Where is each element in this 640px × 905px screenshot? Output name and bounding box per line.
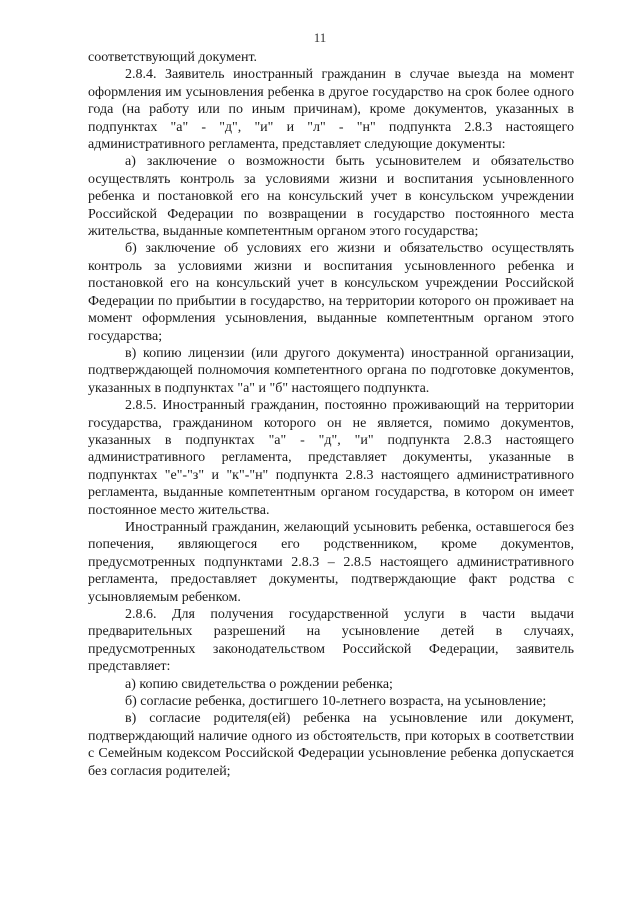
paragraph-2-8-6-item-a: а) копию свидетельства о рождении ребенка; — [125, 676, 393, 692]
paragraph-item-a: а) заключение о возможности быть усыновителем и обязательство осуществлять контроль за условиями жизни и воспитания усыновленного ребенка и постановкой его на консульский учет в консульском учреждении Российской Федерации по возвращении в государство постоянного места жительства, выданные компетентным органом этого государства; — [88, 154, 574, 240]
paragraph-2-8-6-item-v: в) согласие родителя(ей) ребенка на усыновление или документ, подтверждающий наличие одного из обстоятельств, при которых в соответствии с Семейным кодексом Российской Федерации усыновление ребенка допускается без согласия родителей; — [88, 711, 574, 779]
paragraph-item-v: в) копию лицензии (или другого документа) иностранной организации, подтверждающей полномочия компетентного органа по подготовке документов, указанных в подпунктах "а" и "б" настоящего подпункта. — [88, 345, 574, 396]
paragraph-2-8-4: 2.8.4. Заявитель иностранный гражданин в случае выезда на момент оформления им усыновления ребенка в другое государство на срок более одного года (на работу или по иным причинам), кроме документов, указанных в подпунктах "а" - "д", "и" и "л" - "н" подпункта 2.8.3 настоящего административного регламента, представляет следующие документы: — [88, 67, 574, 153]
document-body — [88, 49, 574, 780]
paragraph-continuation: соответствующий документ. — [88, 50, 258, 65]
page-number: 11 — [313, 30, 327, 45]
paragraph-2-8-6-item-b: б) согласие ребенка, достигшего 10-летнего возраста, на усыновление; — [125, 694, 547, 710]
paragraph-2-8-6: 2.8.6. Для получения государственной услуги в части выдачи предварительных разрешений на усыновление детей в случаях, предусмотренных законодательством Российской Федерации, заявитель представляет: — [88, 607, 574, 675]
paragraph-2-8-5: 2.8.5. Иностранный гражданин, постоянно проживающий на территории государства, гражданином которого он не является, помимо документов, указанных в подпунктах "а" - "д", "и" подпункта 2.8.3 настоящего административного регламента, представляет документы, указанные в подпунктах "е"-"з" и "к"-"н" подпункта 2.8.3 настоящего административного регламента, выданные компетентным органом государства, в котором он имеет постоянное место жительства. — [88, 398, 574, 518]
paragraph-relative-adoption: Иностранный гражданин, желающий усыновить ребенка, оставшегося без попечения, являющегося его родственником, кроме документов, предусмотренных подпунктами 2.8.3 – 2.8.5 настоящего административного регламента, предоставляет документы, подтверждающие факт родства с усыновляемым ребенком. — [88, 519, 574, 605]
paragraph-item-b: б) заключение об условиях его жизни и обязательство осуществлять контроль за условиями жизни и воспитания усыновленного ребенка и постановкой его на консульский учет в консульском учреждении Российской Федерации по прибытии в государство, на территории которого он проживает на момент оформления усыновления, выданные компетентным органом этого государства; — [88, 241, 574, 344]
